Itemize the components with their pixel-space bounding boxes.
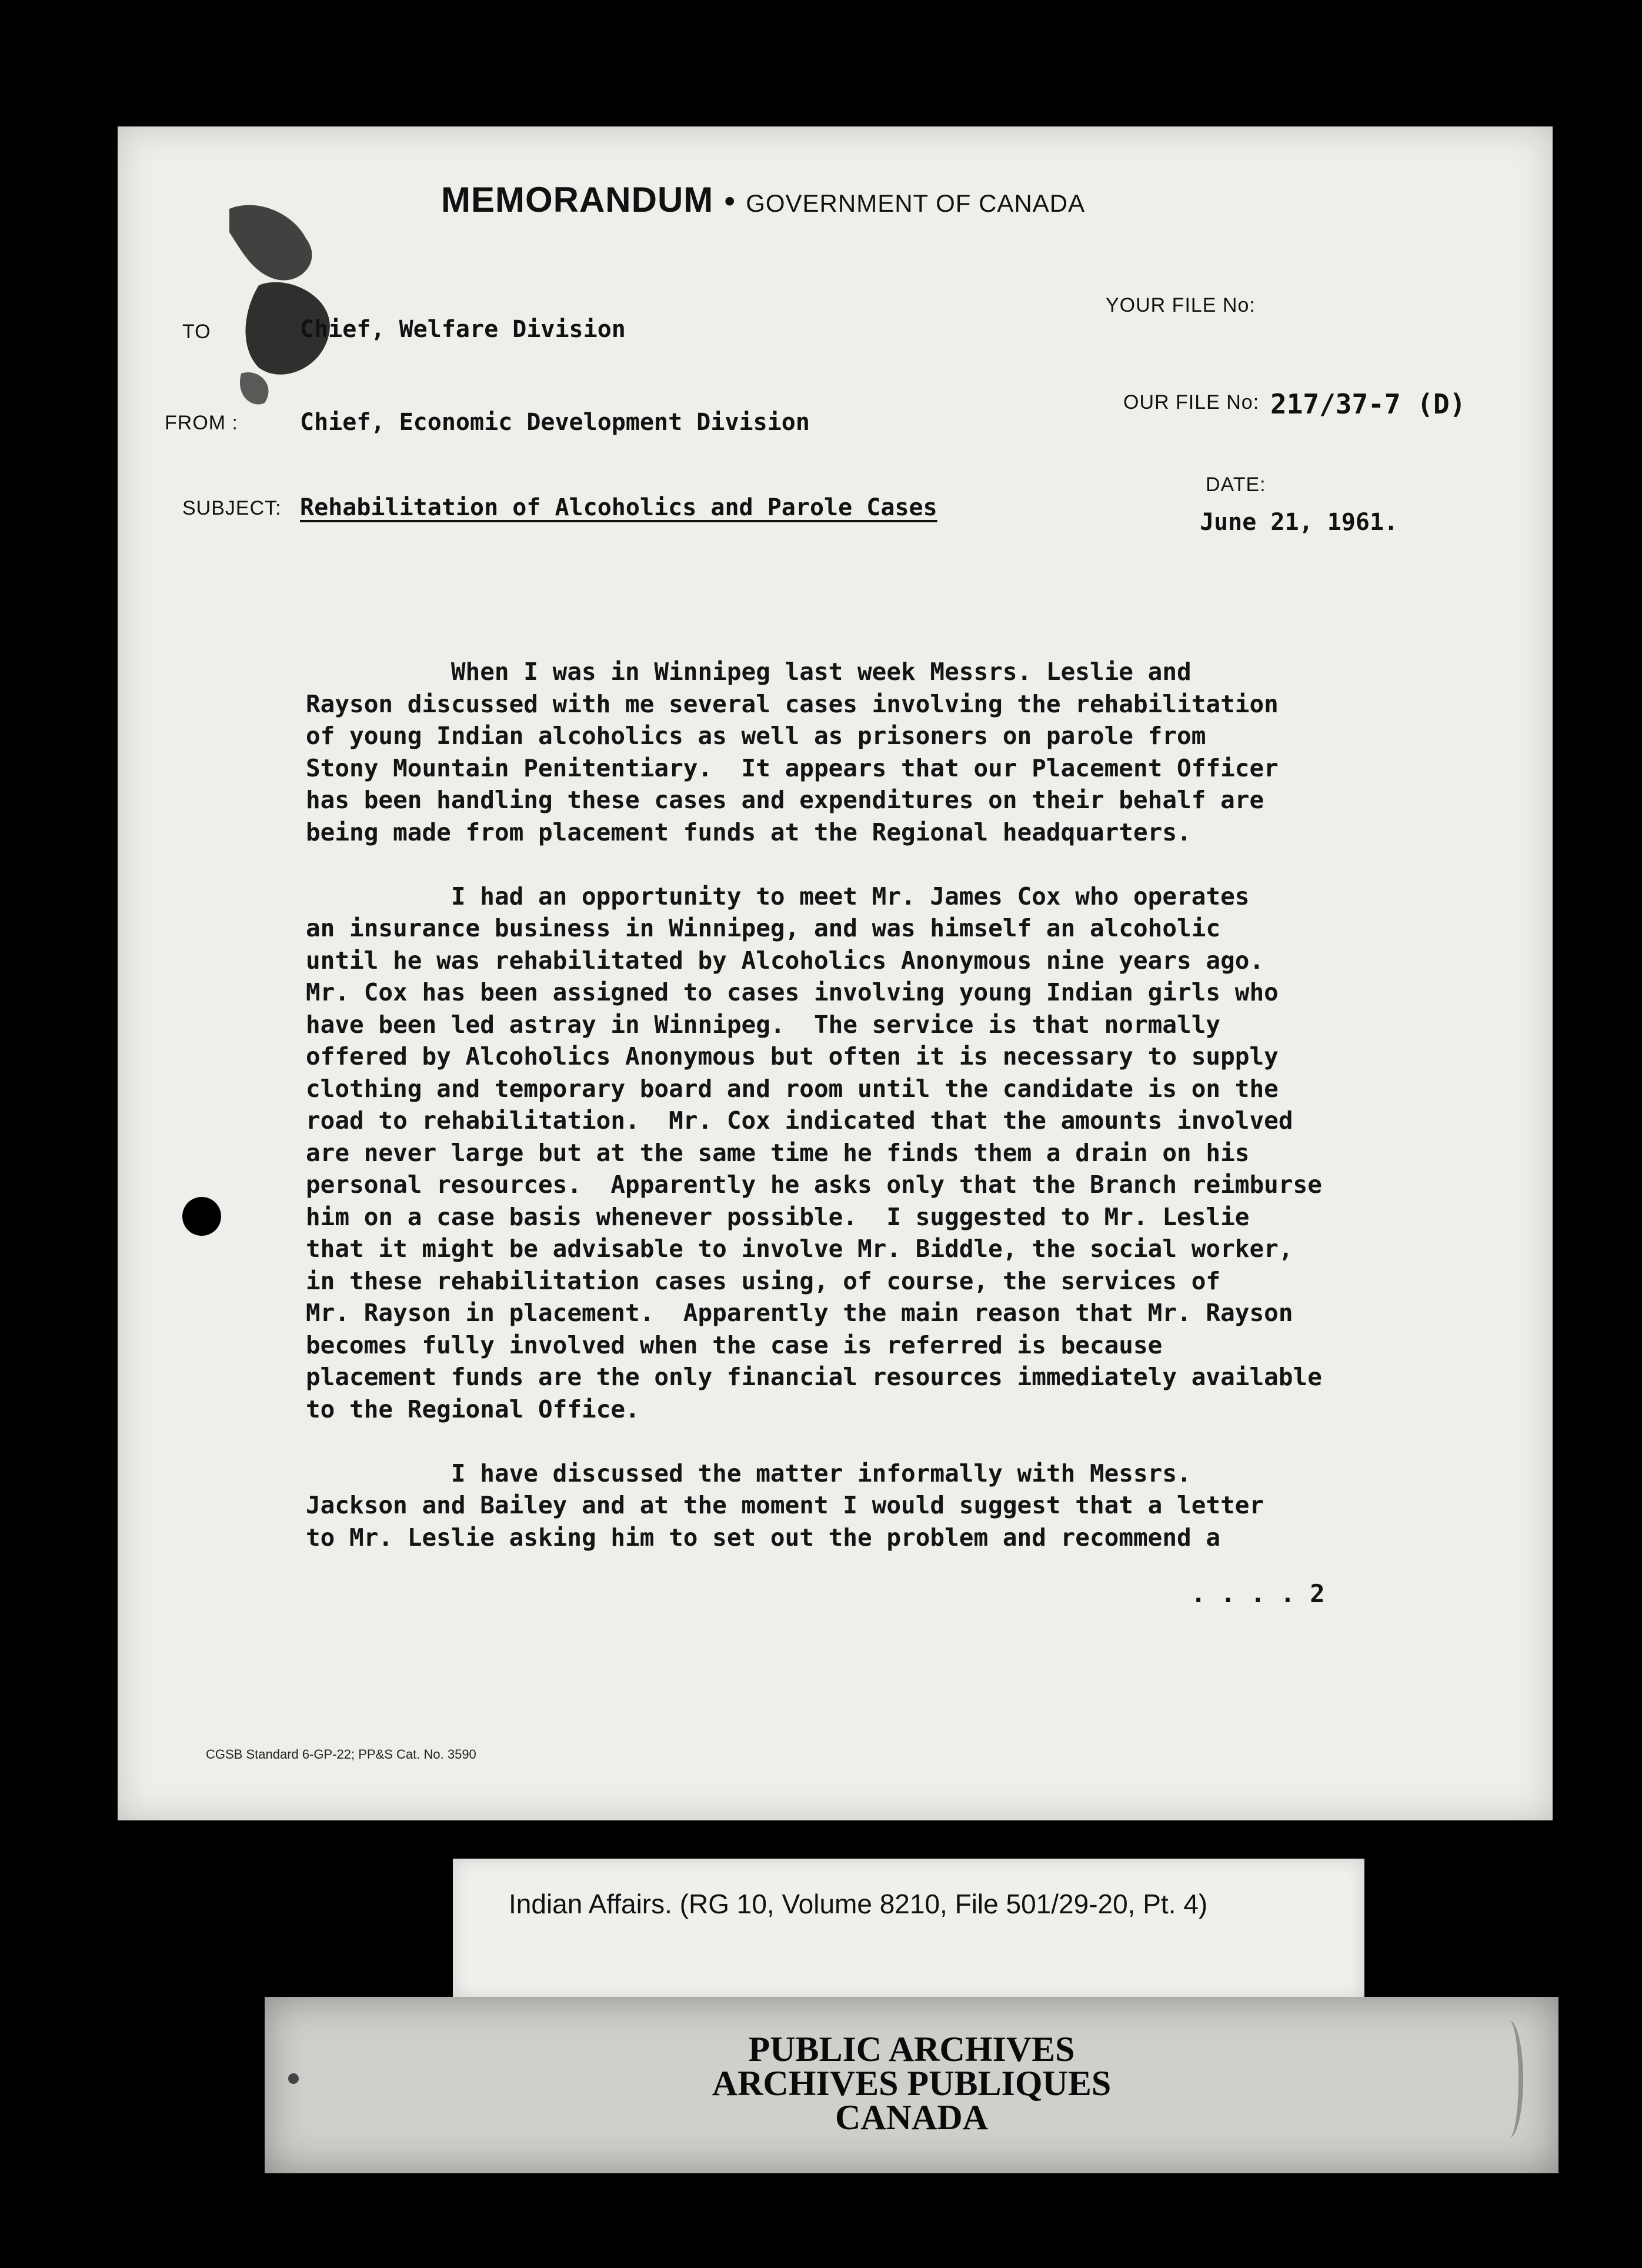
archives-band bbox=[265, 1997, 1558, 2173]
archives-line-2: ARCHIVES PUBLIQUES bbox=[712, 2064, 1112, 2103]
to-label: TO bbox=[182, 321, 211, 343]
punch-hole bbox=[182, 1197, 221, 1236]
our-file-label: OUR FILE No: bbox=[1123, 391, 1260, 413]
ink-stain bbox=[206, 197, 347, 409]
from-label: FROM : bbox=[165, 412, 238, 434]
archives-line-1: PUBLIC ARCHIVES bbox=[748, 2030, 1075, 2069]
date-value: June 21, 1961. bbox=[1200, 509, 1399, 536]
your-file-label: YOUR FILE No: bbox=[1106, 294, 1256, 316]
citation-strip bbox=[453, 1859, 1364, 2000]
form-code: CGSB Standard 6-GP-22; PP&S Cat. No. 3590 bbox=[206, 1747, 476, 1762]
government-label: GOVERNMENT OF CANADA bbox=[746, 189, 1086, 217]
citation-text: Indian Affairs. (RG 10, Volume 8210, File 501/29-20, Pt. 4) bbox=[509, 1889, 1208, 1919]
archives-line-3: CANADA bbox=[835, 2098, 988, 2137]
memo-header bbox=[441, 179, 1323, 220]
subject-value: Rehabilitation of Alcoholics and Parole Cases bbox=[300, 494, 937, 521]
page-continuation: . . . . 2 bbox=[1191, 1579, 1325, 1608]
to-value: Chief, Welfare Division bbox=[300, 316, 626, 343]
our-file-value: 217/37-7 (D) bbox=[1270, 388, 1466, 420]
title-separator: • bbox=[724, 184, 736, 219]
date-label: DATE: bbox=[1206, 473, 1266, 496]
subject-label: SUBJECT: bbox=[182, 497, 282, 519]
archives-stamp bbox=[265, 2030, 1558, 2137]
memo-body: When I was in Winnipeg last week Messrs. Leslie and Rayson discussed with me several cases involving the rehabilitation of young Indian alcoholics as well as prisoners on parole from Stony Mountain Penitentiary. It appears that our Placement Officer has been handling these cases and expenditures on their behalf are being made from placement funds at the Regional headquarters. I had an opportunity to meet Mr. James Cox who operates an insurance business in Winnipeg, and was himself an alcoholic until he was rehabilitated by Alcoholics Anonymous nine years ago. Mr. Cox has been assigned to cases involving young Indian girls who have been led astray in Winnipeg. The service is that normally offered by Alcoholics Anonymous but often it is necessary to supply clothing and temporary board and room until the candidate is on the road to rehabilitation. Mr. Cox indicated that the amounts involved are never large but at the same time he finds them a drain on his personal resources. Apparently he asks only that the Branch reimburse him on a case basis whenever possible. I suggested to Mr. Leslie that it might be advisable to involve Mr. Biddle, the social worker, in these rehabilitation cases using, of course, the services of Mr. Rayson in placement. Apparently the main reason that Mr. Rayson becomes fully involved when the case is referred is because placement funds are the only financial resources immediately available to the Regional Office. I have discussed the matter informally with Messrs. Jackson and Bailey and at the moment I would suggest that a letter to Mr. Leslie asking him to set out the problem and recommend a bbox=[306, 658, 1322, 1552]
from-value: Chief, Economic Development Division bbox=[300, 409, 810, 436]
memo-page bbox=[118, 126, 1553, 1820]
memo-title: MEMORANDUM bbox=[441, 180, 714, 219]
